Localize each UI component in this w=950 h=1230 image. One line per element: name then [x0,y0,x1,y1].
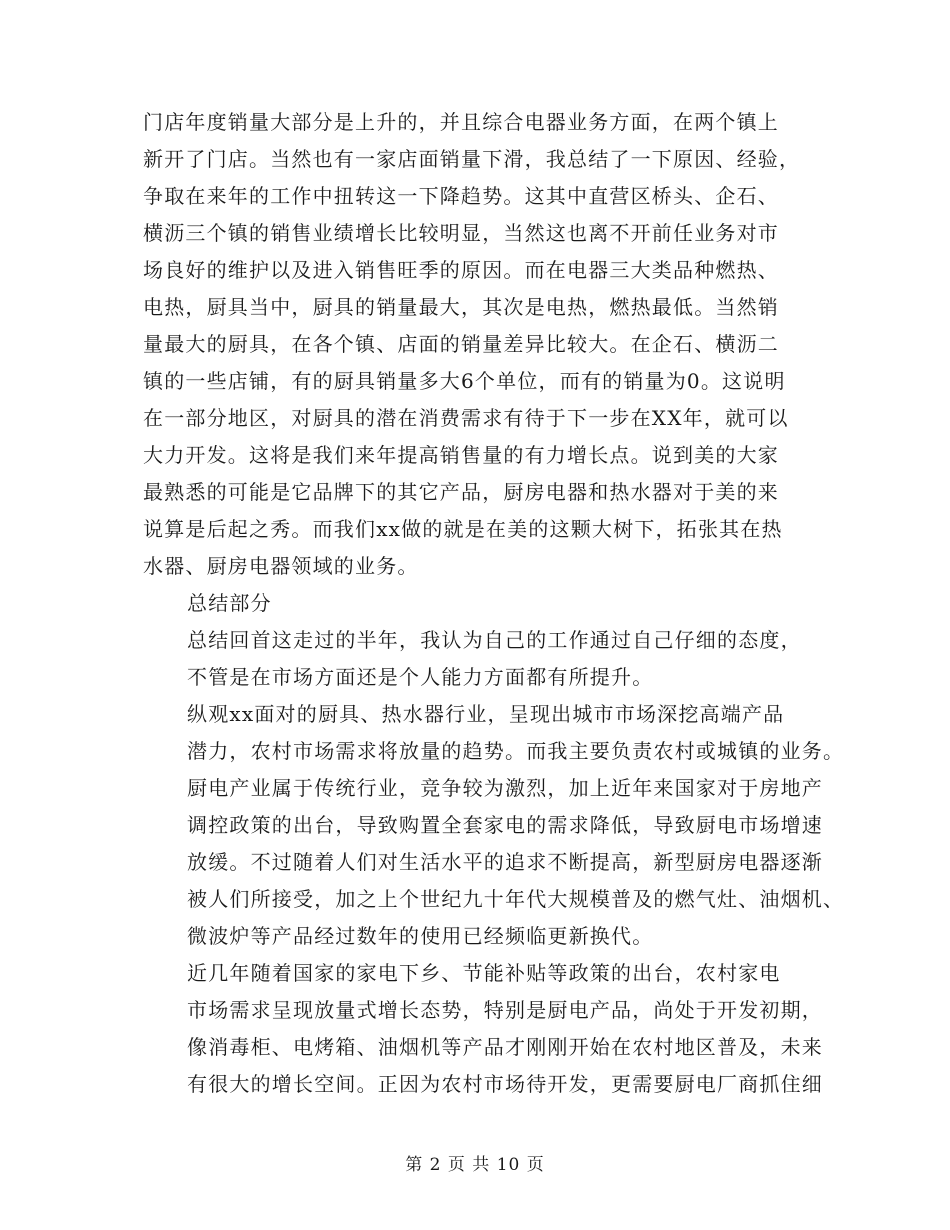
text-line: 说算是后起之秀。而我们xx做的就是在美的这颗大树下，拓张其在热 [143,517,783,541]
text-line: 厨电产业属于传统行业，竞争较为激烈，加上近年来国家对于房地产 [187,776,823,800]
text-line: 不管是在市场方面还是个人能力方面都有所提升。 [187,665,654,689]
text-line: 纵观xx面对的厨具、热水器行业，呈现出城市市场深挖高端产品 [187,702,785,726]
text-line: 潜力，农村市场需求将放量的趋势。而我主要负责农村或城镇的业务。 [187,739,845,763]
page-footer: 第 2 页 共 10 页 [405,1155,545,1175]
document-body [143,104,845,1103]
text-line: 有很大的增长空间。正因为农村市场待开发，更需要厨电厂商抓住细 [187,1072,823,1096]
text-line: 横沥三个镇的销售业绩增长比较明显，当然这也离不开前任业务对市 [143,221,779,245]
text-line: 门店年度销量大部分是上升的，并且综合电器业务方面，在两个镇上 [143,110,779,134]
text-line: 最熟悉的可能是它品牌下的其它产品，厨房电器和热水器对于美的来 [143,480,779,504]
paragraph-p5 [143,955,823,1103]
paragraph-p4 [143,696,845,955]
text-line: 被人们所接受，加之上个世纪九十年代大规模普及的燃气灶、油烟机、 [187,887,845,911]
paragraph-p3 [143,622,805,696]
text-line: 总结回首这走过的半年，我认为自己的工作通过自己仔细的态度， [187,628,802,652]
text-line: 调控政策的出台，导致购置全套家电的需求降低，导致厨电市场增速 [187,813,823,837]
paragraph-p1 [143,104,805,585]
text-line: 争取在来年的工作中扭转这一下降趋势。这其中直营区桥头、企石、 [143,184,779,208]
text-line: 镇的一些店铺，有的厨具销量多大6个单位，而有的销量为0。这说明 [143,369,786,393]
text-line: 总结部分 [187,591,272,615]
text-line: 新开了门店。当然也有一家店面销量下滑，我总结了一下原因、经验， [143,147,801,171]
text-line: 大力开发。这将是我们来年提高销售量的有力增长点。说到美的大家 [143,443,779,467]
text-line: 放缓。不过随着人们对生活水平的追求不断提高，新型厨房电器逐渐 [187,850,823,874]
text-line: 微波炉等产品经过数年的使用已经频临更新换代。 [187,924,654,948]
text-line: 市场需求呈现放量式增长态势，特别是厨电产品，尚处于开发初期， [187,998,823,1022]
text-line: 电热，厨具当中，厨具的销量最大，其次是电热，燃热最低。当然销 [143,295,779,319]
text-line: 在一部分地区，对厨具的潜在消费需求有待于下一步在XX年，就可以 [143,406,789,430]
text-line: 像消毒柜、电烤箱、油烟机等产品才刚刚开始在农村地区普及，未来 [187,1035,823,1059]
text-line: 场良好的维护以及进入销售旺季的原因。而在电器三大类品种燃热、 [143,258,779,282]
text-line: 水器、厨房电器领域的业务。 [143,554,419,578]
text-line: 量最大的厨具，在各个镇、店面的销量差异比较大。在企石、横沥二 [143,332,779,356]
text-line: 近几年随着国家的家电下乡、节能补贴等政策的出台，农村家电 [187,961,781,985]
paragraph-p2 [143,585,805,622]
